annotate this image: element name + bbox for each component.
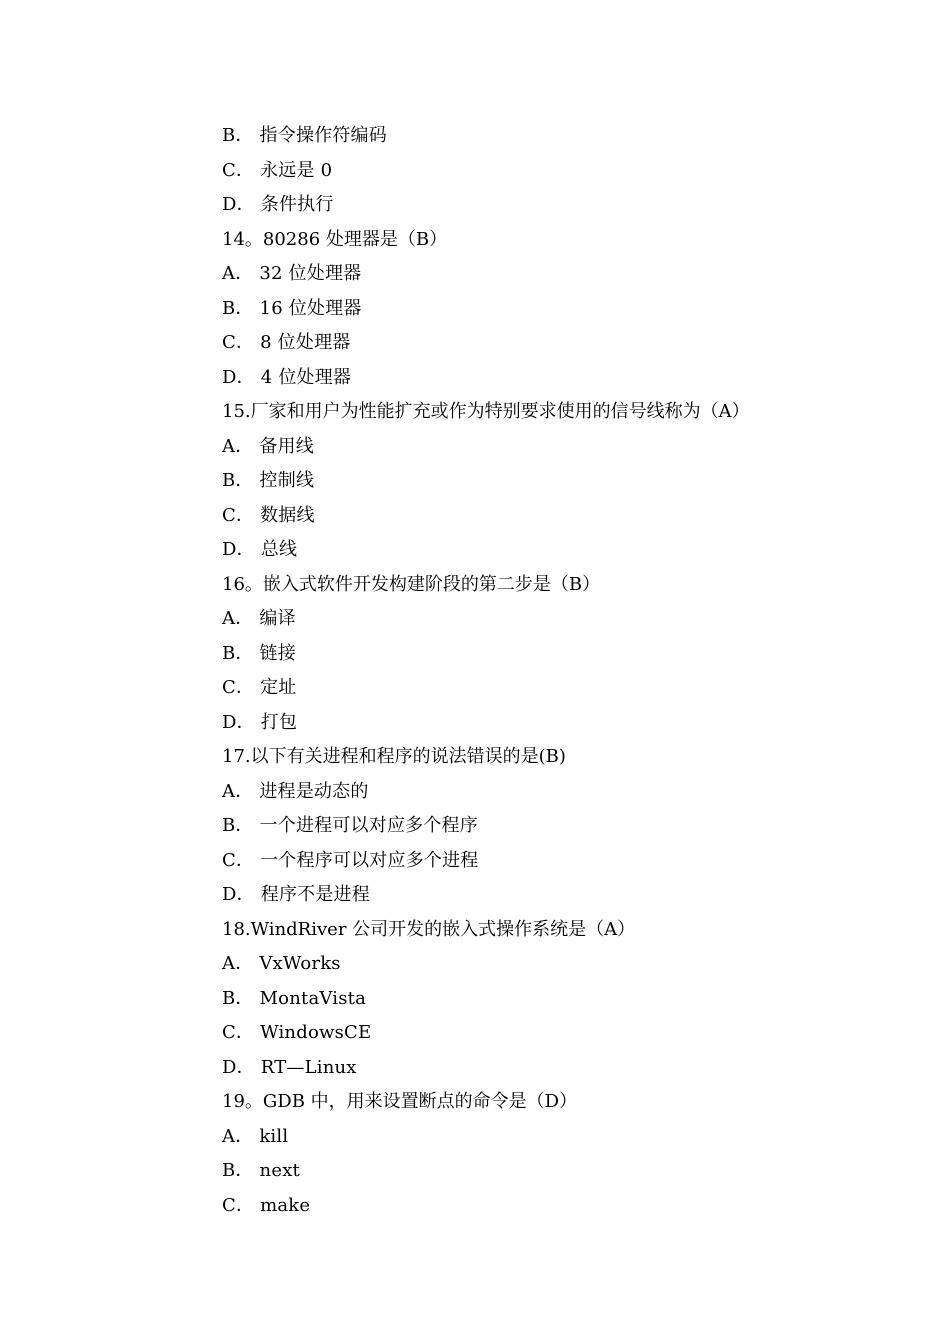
option-line: B． next [222,1160,300,1181]
question-line: 15.厂家和用户为性能扩充或作为特别要求使用的信号线称为（A） [222,401,750,422]
option-line: D． 打包 [222,711,298,733]
option-line: A． 32 位处理器 [222,263,362,284]
option-line: C． 永远是 0 [222,159,333,181]
option-line: B． 一个进程可以对应多个程序 [222,815,478,836]
question-line: 16。嵌入式软件开发构建阶段的第二步是（B） [222,573,601,595]
question-line: 18.WindRiver 公司开发的嵌入式操作系统是（A） [222,918,636,940]
option-line: C． make [222,1194,311,1216]
option-line: B． MontaVista [222,987,367,1009]
option-line: A． 备用线 [222,435,314,457]
option-line: C． WindowsCE [222,1022,372,1043]
option-line: C． 数据线 [222,504,315,526]
option-line: D． 程序不是进程 [222,884,370,905]
option-line: A． 进程是动态的 [222,780,369,802]
option-line: B． 控制线 [222,470,315,491]
option-line: A． 编译 [222,608,296,629]
option-line: B． 链接 [222,642,296,664]
option-line: D． 4 位处理器 [222,366,352,388]
question-line: 19。GDB 中，用来设置断点的命令是（D） [222,1091,578,1112]
question-line: 14。80286 处理器是（B） [222,228,448,250]
option-line: C． 8 位处理器 [222,332,351,353]
question-line: 17.以下有关进程和程序的说法错误的是(B) [222,746,566,767]
option-line: A． kill [222,1125,289,1147]
option-line: D． 条件执行 [222,194,334,215]
option-line: D． 总线 [222,539,298,560]
question-list [222,119,862,1223]
option-line: A． VxWorks [222,953,341,974]
option-line: B． 指令操作符编码 [222,125,387,146]
option-line: B． 16 位处理器 [222,297,362,319]
option-line: C． 一个程序可以对应多个进程 [222,849,479,871]
option-line: D． RT—Linux [222,1056,357,1078]
option-line: C． 定址 [222,677,297,698]
